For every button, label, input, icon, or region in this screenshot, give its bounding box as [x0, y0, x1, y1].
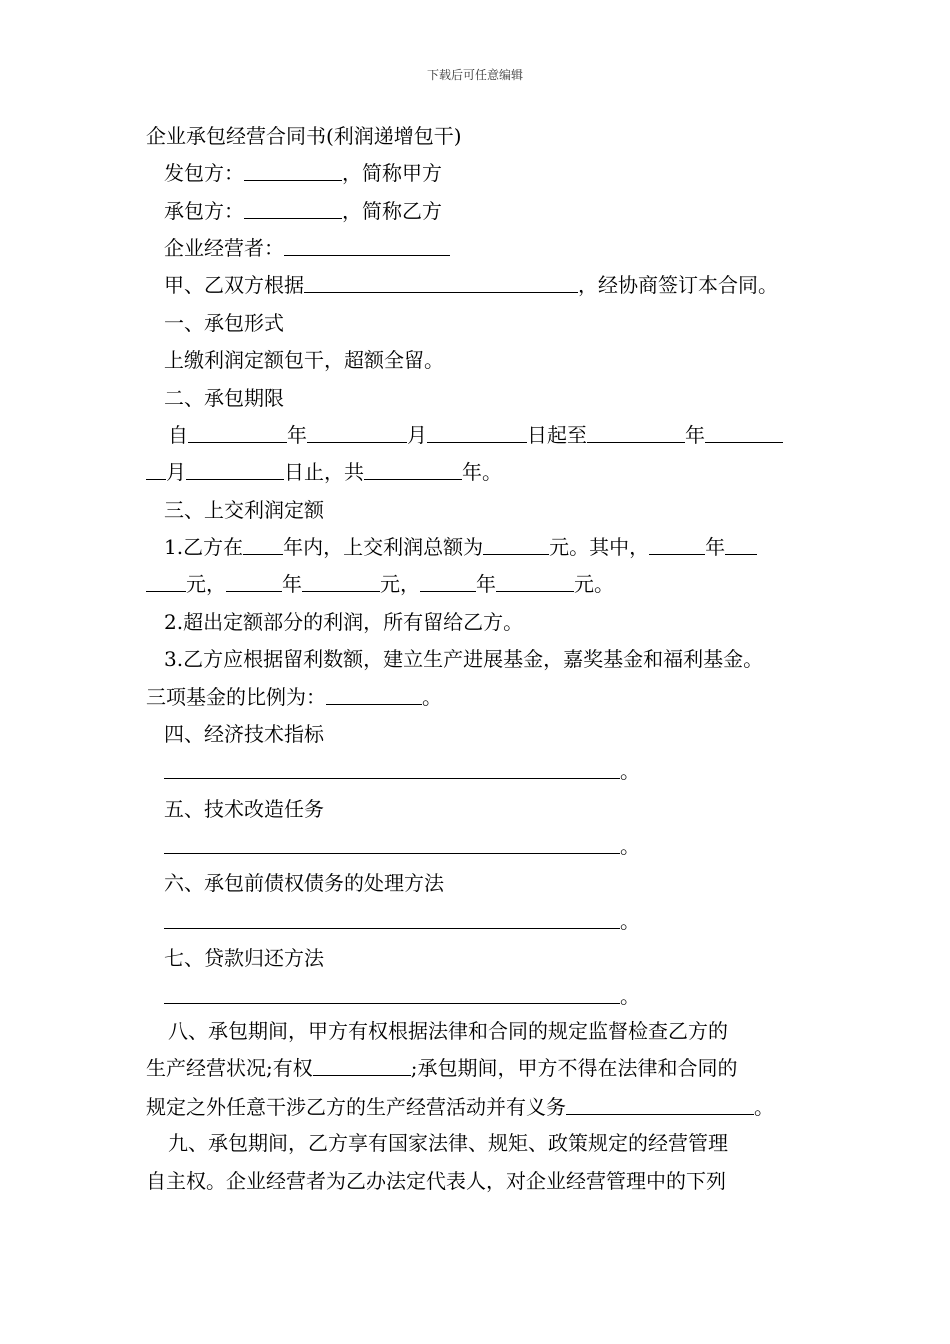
section-heading: 四、经济技术指标 [164, 722, 324, 746]
paragraph: 自主权。企业经营者为乙办法定代表人，对企业经营管理中的下列 [146, 1169, 726, 1193]
section-heading: 二、承包期限 [164, 386, 284, 410]
blank-field [427, 423, 527, 443]
blank-field [307, 423, 407, 443]
blank-line: 。 [164, 834, 640, 858]
blank-field [164, 759, 620, 779]
paragraph: 规定之外任意干涉乙方的生产经营活动并有义务 。 [146, 1095, 774, 1119]
blank-field [186, 460, 284, 480]
paragraph: 八、承包期间，甲方有权根据法律和合同的规定监督检查乙方的 [168, 1019, 728, 1043]
contract-title: 企业承包经营合同书(利润递增包干) [146, 124, 462, 148]
blank-field [566, 1095, 754, 1115]
party-b-line: 承包方： ，简称乙方 [164, 199, 442, 223]
paragraph: 九、承包期间，乙方享有国家法律、规矩、政策规定的经营管理 [168, 1131, 728, 1155]
blank-field [705, 423, 783, 443]
blank-field [164, 834, 620, 854]
section-heading: 七、贷款归还方法 [164, 946, 324, 970]
clause-line: 1.乙方在 年内，上交利润总额为 元。其中， 年 [164, 535, 757, 559]
blank-line: 。 [164, 909, 640, 933]
blank-field [364, 460, 462, 480]
section-heading: 三、上交利润定额 [164, 498, 324, 522]
blank-field [164, 909, 620, 929]
blank-field [649, 535, 705, 555]
blank-line: 。 [164, 984, 640, 1008]
paragraph: 生产经营状况;有权 ;承包期间，甲方不得在法律和合同的 [146, 1056, 738, 1080]
blank-field [188, 423, 287, 443]
blank-field [243, 535, 283, 555]
operator-line: 企业经营者： [164, 236, 450, 260]
blank-field [164, 984, 620, 1004]
section-heading: 一、承包形式 [164, 311, 284, 335]
clause-line: 三项基金的比例为： 。 [146, 685, 442, 709]
blank-field [587, 423, 685, 443]
term-line: 月 日止，共 年。 [146, 460, 502, 484]
clause-line: 3.乙方应根据留利数额，建立生产进展基金，嘉奖基金和福利基金。 [164, 647, 764, 671]
party-a-line: 发包方： ，简称甲方 [164, 161, 442, 185]
section-heading: 六、承包前债权债务的处理方法 [164, 871, 444, 895]
blank-field [326, 685, 422, 705]
blank-field [146, 460, 166, 480]
blank-field [244, 199, 342, 219]
clause-line: 元， 年 元， 年 元。 [146, 572, 614, 596]
blank-field [313, 1056, 411, 1076]
blank-field [725, 535, 757, 555]
blank-field [304, 273, 578, 293]
term-line: 自 年 月 日起至 年 [168, 423, 783, 447]
blank-line: 。 [164, 759, 640, 783]
blank-field [284, 236, 450, 256]
page-header: 下载后可任意编辑 [426, 68, 523, 82]
paragraph: 上缴利润定额包干，超额全留。 [164, 348, 444, 372]
blank-field [146, 572, 186, 592]
blank-field [226, 572, 282, 592]
section-heading: 五、技术改造任务 [164, 797, 324, 821]
blank-field [420, 572, 476, 592]
blank-field [302, 572, 380, 592]
blank-field [483, 535, 549, 555]
clause-line: 2.超出定额部分的利润，所有留给乙方。 [164, 610, 524, 634]
blank-field [244, 161, 342, 181]
basis-line: 甲、乙双方根据 ，经协商签订本合同。 [164, 273, 778, 297]
blank-field [496, 572, 574, 592]
